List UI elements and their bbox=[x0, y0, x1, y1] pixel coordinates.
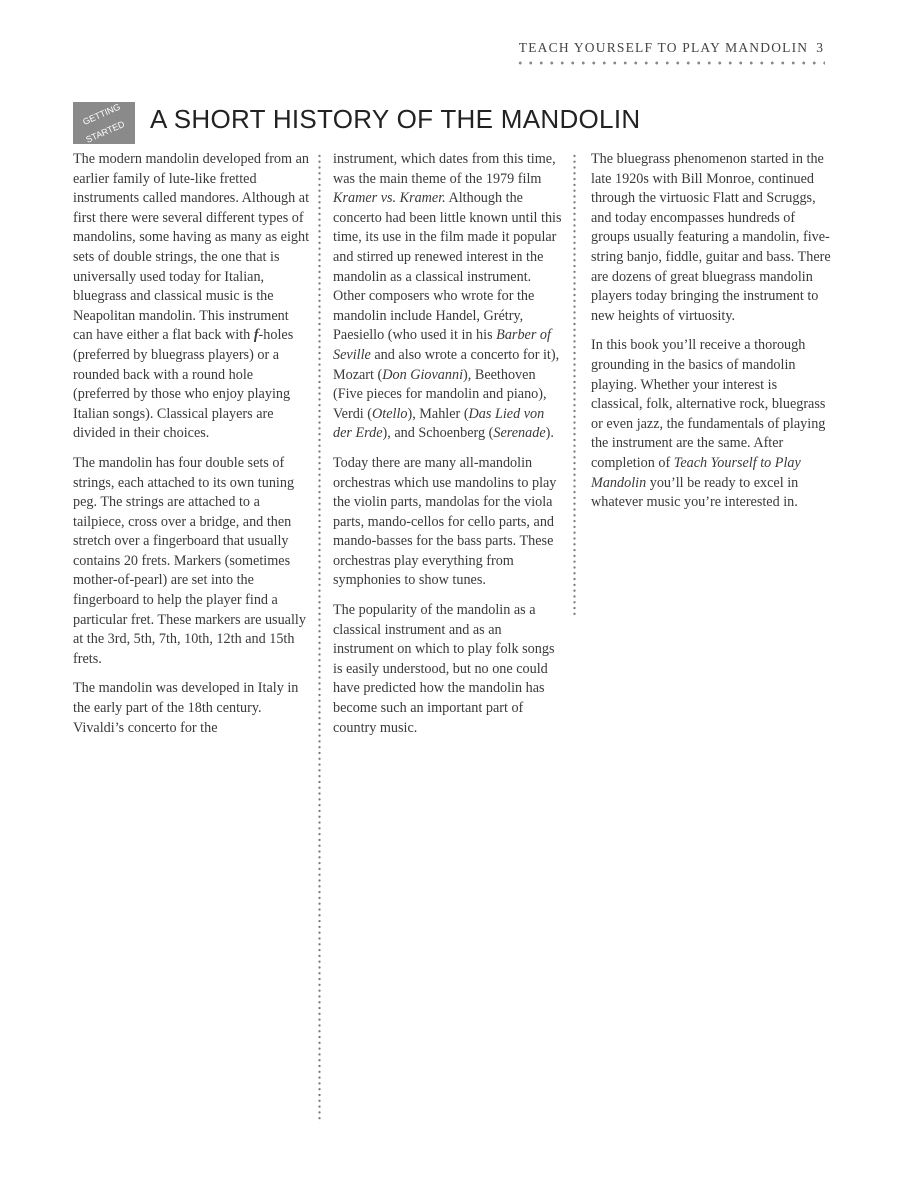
header-dotted-rule bbox=[515, 60, 825, 66]
paragraph-text: -holes (preferred by bluegrass players) or a rounded back with a round hole (preferred by those who enjoy playing Italian songs). Classical players are divided in their choices. bbox=[73, 327, 294, 442]
paragraph: The mandolin was developed in Italy in the early part of the 18th century. Vivaldi’s concerto for the bbox=[73, 680, 299, 736]
page-title: A SHORT HISTORY OF THE MANDOLIN bbox=[150, 104, 641, 134]
paragraph bbox=[73, 150, 311, 444]
paragraph bbox=[591, 336, 831, 512]
paragraph-text: In this book you’ll receive a thorough grounding in the basics of mandolin playing. Whether your interest is classical, folk, alternative rock, bluegrass or even jazz, the fundamentals of playing the instrument are the same. After completion of bbox=[591, 337, 826, 471]
column-divider bbox=[573, 153, 576, 618]
paragraph: The popularity of the mandolin as a classical instrument and as an instrument on which to play folk songs is easily understood, but no one could have predicted how the mandolin has become such an important part of country music. bbox=[333, 602, 555, 736]
work-title: Das Lied von der Erde bbox=[333, 405, 545, 442]
badge-line-2: STARTED bbox=[84, 118, 127, 145]
column-2 bbox=[333, 150, 565, 748]
paragraph: The mandolin has four double sets of strings, each attached to its own tuning peg. The strings are attached to a tailpiece, cross over a bridge, and then stretch over a fingerboard that usually contains 20 frets. Markers (sometimes mother-of-pearl) are set into the fingerboard to help the player find a particular fret. These markers are usually at the 3rd, 5th, 7th, 10th, 12th and 15th frets. bbox=[73, 454, 306, 667]
f-hole-symbol: f bbox=[253, 327, 259, 344]
column-3 bbox=[591, 150, 831, 523]
work-title: Don Giovanni bbox=[382, 366, 464, 383]
column-1 bbox=[73, 150, 311, 748]
paragraph: The bluegrass phenomenon started in the late 1920s with Bill Monroe, continued through the virtuosic Flatt and Scruggs, and today encompasses hundreds of groups usually featuring a mandolin, five-string banjo, fiddle, guitar and bass. There are dozens of great bluegrass mandolin players today bringing the instrument to new heights of virtuosity. bbox=[591, 151, 831, 324]
paragraph-text: ). bbox=[545, 425, 554, 442]
column-divider bbox=[318, 153, 321, 1123]
work-title: Otello bbox=[372, 405, 408, 422]
paragraph-text: The modern mandolin developed from an earlier family of lute-like fretted instruments called mandores. Although at first there were several different types of mandolins, some having as many as eight sets of double strings, the one that is universally used today for Italian, bluegrass and classical music is the Neapolitan mandolin. This instrument can have either a flat back with bbox=[73, 151, 310, 344]
paragraph-text: Although the concerto had been little known until this time, its use in the film made it popular and stirred up renewed interest in the mandolin as a classical instrument. Other composers who wrote for the mandolin include Handel, Grétry, Paesiello (who used it in his bbox=[333, 190, 562, 344]
page-number: 3 bbox=[816, 40, 823, 55]
paragraph-text: instrument, which dates from this time, was the main theme of the 1979 film bbox=[333, 151, 556, 187]
running-title: TEACH YOURSELF TO PLAY MANDOLIN bbox=[518, 40, 809, 55]
section-badge bbox=[73, 102, 135, 144]
badge-line-1: GETTING bbox=[81, 101, 123, 127]
paragraph-text: ), Beethoven (Five pieces for mandolin and piano), Verdi ( bbox=[333, 366, 547, 422]
film-title: Kramer vs. Kramer. bbox=[333, 190, 446, 207]
paragraph bbox=[333, 150, 565, 444]
paragraph: Today there are many all-mandolin orchestras which use mandolins to play the violin parts, mandolas for the viola parts, mando-cellos for cello parts, and mando-basses for the bass parts. These orchestras play everything from symphonies to show tunes. bbox=[333, 454, 557, 589]
paragraph-text: ), Mahler ( bbox=[407, 405, 469, 422]
book-title: Teach Yourself to Play Mandolin bbox=[591, 454, 801, 491]
paragraph-text: and also wrote a concerto for it), Mozart ( bbox=[333, 346, 560, 383]
paragraph-text: you’ll be ready to excel in whatever music you’re interested in. bbox=[591, 474, 799, 511]
running-header bbox=[519, 40, 823, 56]
work-title: Serenade bbox=[493, 425, 546, 442]
paragraph-text: ), and Schoenberg ( bbox=[382, 425, 494, 442]
work-title: Barber of Seville bbox=[333, 327, 551, 363]
